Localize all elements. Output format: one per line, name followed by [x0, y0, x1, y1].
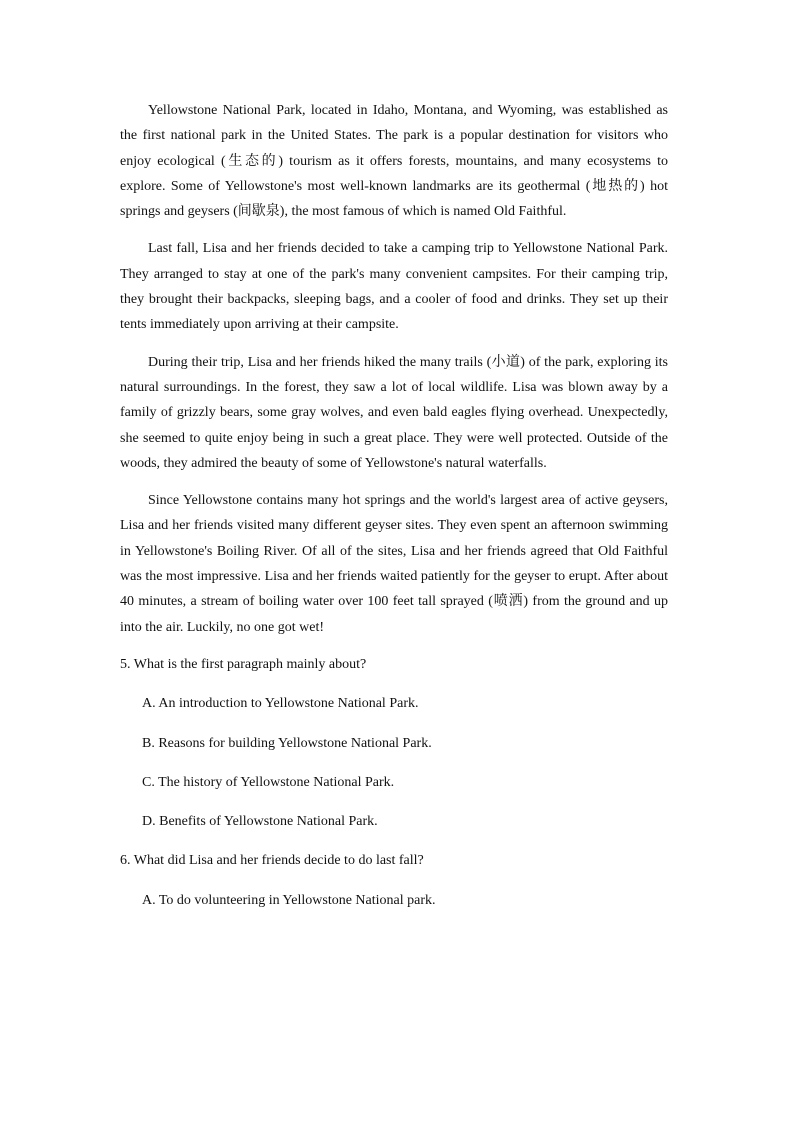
question-5	[120, 652, 668, 834]
option-a: A. To do volunteering in Yellowstone National park.	[142, 892, 436, 908]
passage-paragraph-4: Since Yellowstone contains many hot springs and the world's largest area of active geysers, Lisa and her friends visited many different geyser sites. They even spent an afternoon swimming in Yellowstone's Boiling River. Of all of the sites, Lisa and her friends agreed that Old Faithful was the most impressive. Lisa and her friends waited patiently for the geyser to erupt. After about 40 minutes, a stream of boiling water over 100 feet tall sprayed (喷洒) from the ground and up into the air. Luckily, no one got wet!	[120, 493, 668, 635]
option-d: D. Benefits of Yellowstone National Park.	[142, 814, 378, 830]
option-b: B. Reasons for building Yellowstone National Park.	[142, 735, 432, 751]
passage-paragraph-1: Yellowstone National Park, located in Idaho, Montana, and Wyoming, was established as the first national park in the United States. The park is a popular destination for visitors who enjoy ecological (生态的) tourism as it offers forests, mountains, and many ecosystems to explore. Some of Yellowstone's most well-known landmarks are its geothermal (地热的) hot springs and geysers (间歇泉), the most famous of which is named Old Faithful.	[120, 103, 668, 220]
option-a: A. An introduction to Yellowstone National Park.	[142, 696, 419, 712]
question-stem: 6. What did Lisa and her friends decide to do last fall?	[120, 853, 424, 869]
question-6	[120, 848, 668, 913]
option-c: C. The history of Yellowstone National Park.	[142, 774, 395, 790]
question-stem: 5. What is the first paragraph mainly about?	[120, 656, 367, 672]
document-page	[120, 98, 668, 927]
passage-paragraph-2: Last fall, Lisa and her friends decided to take a camping trip to Yellowstone National Park. They arranged to stay at one of the park's many convenient campsites. For their camping trip, they brought their backpacks, sleeping bags, and a cooler of food and drinks. They set up their tents immediately upon arriving at their campsite.	[120, 241, 668, 333]
passage-paragraph-3: During their trip, Lisa and her friends hiked the many trails (小道) of the park, exploring its natural surroundings. In the forest, they saw a lot of local wildlife. Lisa was blown away by a family of grizzly bears, some gray wolves, and even bald eagles flying overhead. Unexpectedly, she seemed to quite enjoy being in such a great place. They were well protected. Outside of the woods, they admired the beauty of some of Yellowstone's natural waterfalls.	[120, 354, 668, 471]
